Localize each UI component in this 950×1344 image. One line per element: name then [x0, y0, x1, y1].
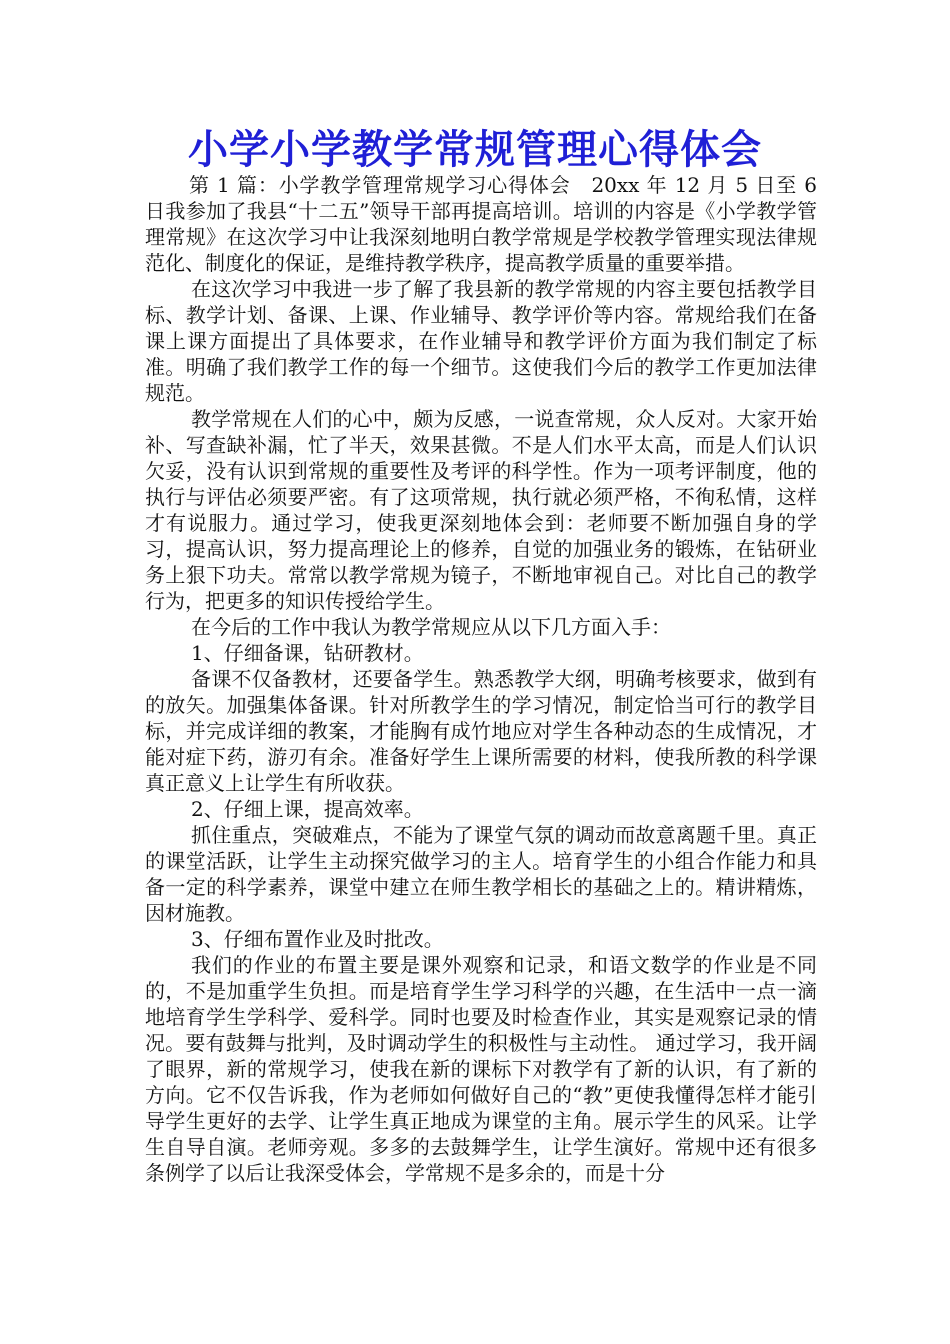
document-title: 小学小学教学常规管理心得体会 — [188, 126, 762, 173]
paragraph-2: 在这次学习中我进一步了解了我县新的教学常规的内容主要包括教学目标、教学计划、备课、上课、作业辅导、教学评价等内容。常规给我们在备课上课方面提出了具体要求，在作业辅导和教学评价方面为我们制定了标准。明确了我们教学工作的每一个细节。这使我们今后的教学工作更加法律规范。 — [145, 277, 817, 405]
paragraph-6: 抓住重点，突破难点，不能为了课堂气氛的调动而故意离题千里。真正的课堂活跃，让学生主动探究做学习的主人。培育学生的小组合作能力和具备一定的科学素养，课堂中建立在师生教学相长的基础之上的。精讲精炼，因材施教。 — [145, 823, 817, 925]
paragraph-1: 第 1 篇：小学教学管理常规学习心得体会 20xx 年 12 月 5 日至 6 日我参加了我县“十二五”领导干部再提高培训。培训的内容是《小学教学管理常规》在这次学习中让我深刻地明白教学常规是学校教学管理实现法律规范化、制度化的保证，是维持教学秩序，提高教学质量的重要举措。 — [145, 173, 817, 275]
paragraph-3: 教学常规在人们的心中，颇为反感，一说查常规，众人反对。大家开始补、写查缺补漏，忙了半天，效果甚微。不是人们水平太高，而是人们认识欠妥，没有认识到常规的重要性及考评的科学性。作为一项考评制度，他的执行与评估必须要严密。有了这项常规，执行就必须严格，不徇私情，这样才有说服力。通过学习，使我更深刻地体会到：老师要不断加强自身的学习，提高认识，努力提高理论上的修养，自觉的加强业务的锻炼，在钻研业务上狠下功夫。常常以教学常规为镜子，不断地审视自己。对比自己的教学行为，把更多的知识传授给学生。 — [145, 407, 817, 613]
heading-1: 1、仔细备课，钻研教材。 — [191, 641, 424, 665]
heading-3: 3、仔细布置作业及时批改。 — [191, 927, 444, 951]
heading-2: 2、仔细上课，提高效率。 — [191, 797, 424, 821]
paragraph-7: 我们的作业的布置主要是课外观察和记录，和语文数学的作业是不同的，不是加重学生负担。而是培育学生学习科学的兴趣，在生活中一点一滴地培育学生学科学、爱科学。同时也要及时检查作业，其实是观察记录的情况。要有鼓舞与批判，及时调动学生的积极性与主动性。 通过学习，我开阔了眼界，新的常规学习，使我在新的课标下对教学有了新的认识，有了新的方向。它不仅告诉我，作为老师如何做好自己的“教”更使我懂得怎样才能引导学生更好的去学、让学生真正地成为课堂的主角。展示学生的风采。让学生自导自演。老师旁观。多多的去鼓舞学生，让学生演好。常规中还有很多条例学了以后让我深受体会，学常规不是多余的，而是十分 — [145, 953, 817, 1185]
paragraph-5: 备课不仅备教材，还要备学生。熟悉教学大纲，明确考核要求，做到有的放矢。加强集体备课。针对所教学生的学习情况，制定恰当可行的教学目标，并完成详细的教案，才能胸有成竹地应对学生各种动态的生成情况，才能对症下药，游刃有余。准备好学生上课所需要的材料，使我所教的科学课真正意义上让学生有所收获。 — [145, 667, 817, 795]
document-body — [145, 172, 817, 1186]
paragraph-4: 在今后的工作中我认为教学常规应从以下几方面入手： — [191, 615, 671, 639]
